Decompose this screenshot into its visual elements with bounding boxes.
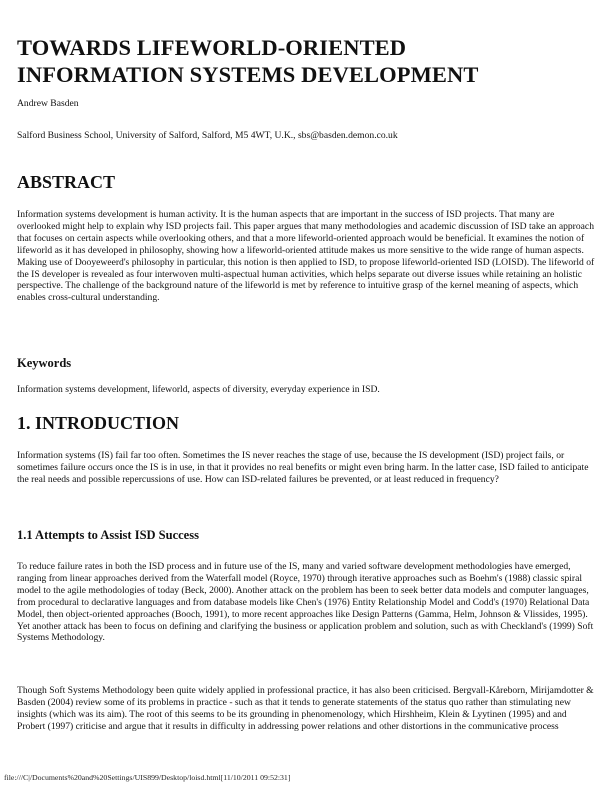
section-1-1-heading: 1.1 Attempts to Assist ISD Success	[17, 528, 199, 542]
keywords-text: Information systems development, lifeworld, aspects of diversity, everyday experience in ISD.	[17, 384, 380, 395]
title-line-1: TOWARDS LIFEWORLD-ORIENTED	[17, 35, 407, 60]
abstract-heading: ABSTRACT	[17, 172, 116, 192]
keywords-heading: Keywords	[17, 356, 72, 370]
paper-title	[17, 34, 478, 88]
section-1-1-paragraph-2: Though Soft Systems Methodology been quite widely applied in professional practice, it has also been criticised. Bergvall-Kåreborn, Mirijamdotter & Basden (2004) review some of its problems in practice - such as that it tends to generate statements of the status quo rather than stimulating new insights (which was its aim). The root of this seems to be its grounding in phenomenology, which Hirshheim, Klein & Lyytinen (1995) and and Probert (1997) criticise and argue that it results in difficulty in addressing power relations and other distortions in the communicative process	[17, 685, 594, 732]
file-path-footer: file:///C|/Documents%20and%20Settings/UIS899/Desktop/loisd.html[11/10/2011 09:52:31]	[4, 773, 291, 782]
section-1-1-paragraph-1: To reduce failure rates in both the ISD process and in future use of the IS, many and varied software development methodologies have emerged, ranging from linear approaches derived from the Waterfall model (Royce, 1970) through iterative approaches such as Boehm's (1988) classic spiral model to the agile methodologies of today (Beck, 2000). Another attack on the problem has been to seek better data models and computer languages, from procedural to declarative languages and from database models like Chen's (1976) Entity Relationship Model and Codd's (1970) Relational Data Model, then object-oriented approaches (Booch, 1991), to more recent approaches like Design Patterns (Gamma, Helm, Johnson & Vlissides, 1995). Yet another attack has been to focus on defining and clarifying the business or application problem and solution, such as with Checkland's (1999) Soft Systems Methodology.	[17, 561, 594, 644]
title-line-2: INFORMATION SYSTEMS DEVELOPMENT	[17, 62, 479, 87]
abstract-text: Information systems development is human activity. It is the human aspects that are important in the success of ISD projects. That many are overlooked might help to explain why ISD projects fail. This paper argues that many methodologies and academic discussion of ISD take an approach that focuses on certain aspects while overlooking others, and that a more lifeworld-oriented approach would be beneficial. It examines the notion of lifeworld as it has developed in philosophy, showing how a lifeworld-oriented attitude makes us more sensitive to the wide range of human aspects. Making use of Dooyeweerd's philosophy in particular, this notion is then applied to ISD, to propose lifeworld-oriented ISD (LOISD). The lifeworld of the IS developer is revealed as four interwoven multi-aspectual human activities, which helps separate out diverse issues while retaining an holistic perspective. The challenge of the background nature of the lifeworld is met by reference to intuitive grasp of the kernel meaning of aspects, which enables cross-cultural understanding.	[17, 209, 595, 304]
author-name: Andrew Basden	[17, 98, 79, 109]
introduction-heading: 1. INTRODUCTION	[17, 413, 180, 433]
introduction-text: Information systems (IS) fail far too often. Sometimes the IS never reaches the stage of use, because the IS development (ISD) project fails, or sometimes failure occurs once the IS is in use, in that it provides no real benefits or might even bring harm. In the latter case, ISD failed to anticipate the real needs and possible repercussions of use. How can ISD-related failures be prevented, or at least reduced in frequency?	[17, 450, 589, 485]
author-affiliation: Salford Business School, University of Salford, Salford, M5 4WT, U.K., sbs@basden.demon.co.uk	[17, 130, 398, 141]
